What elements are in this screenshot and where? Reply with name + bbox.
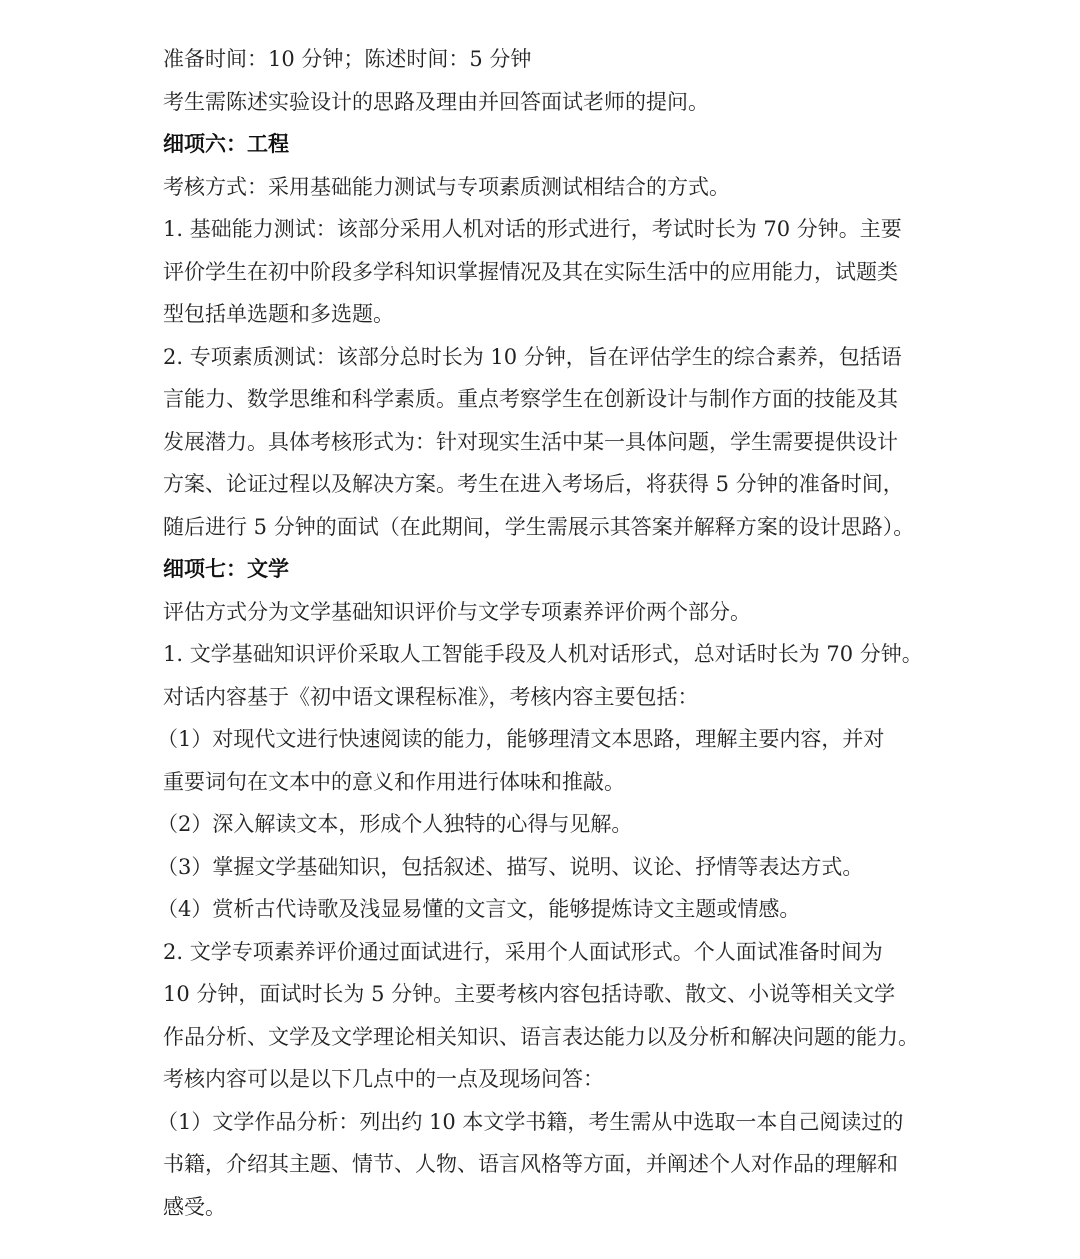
paragraph-line: 言能力、数学思维和科学素质。重点考察学生在创新设计与制作方面的技能及其 [163,387,898,411]
section7-heading: 细项七：文学 [163,557,289,581]
section7-item2 [163,931,923,1101]
section7-sub3: （3）掌握文学基础知识，包括叙述、描写、说明、议论、抒情等表达方式。 [157,854,864,879]
paragraph-line: 2. 文学专项素养评价通过面试进行，采用个人面试形式。个人面试准备时间为 [163,939,883,964]
paragraph-line: 重要词句在文本中的意义和作用进行体味和推敲。 [163,769,625,794]
paragraph-line: （1）对现代文进行快速阅读的能力，能够理清文本思路，理解主要内容，并对 [157,727,885,751]
paragraph-line: 随后进行 5 分钟的面试（在此期间，学生需展示其答案并解释方案的设计思路）。 [163,514,915,539]
paragraph-line: （1）文学作品分析：列出约 10 本文学书籍，考生需从中选取一本自己阅读过的 [157,1109,904,1134]
section7-sub2: （2）深入解读文本，形成个人独特的心得与见解。 [157,812,633,836]
section7-item1 [163,633,923,718]
paragraph-line: 10 分钟，面试时长为 5 分钟。主要考核内容包括诗歌、散文、小说等相关文学 [163,982,896,1006]
paragraph-line: 感受。 [163,1194,226,1219]
section6-item2 [163,336,923,549]
paragraph-line: 书籍，介绍其主题、情节、人物、语言风格等方面，并阐述个人对作品的理解和 [163,1152,898,1176]
paragraph-line: 对话内容基于《初中语文课程标准》，考核内容主要包括： [163,684,699,709]
paragraph-line: 1. 基础能力测试：该部分采用人机对话的形式进行，考试时长为 70 分钟。主要 [163,217,902,241]
paragraph-line: 型包括单选题和多选题。 [163,302,394,326]
paragraph-line: 评价学生在初中阶段多学科知识掌握情况及其在实际生活中的应用能力，试题类 [163,259,898,284]
instruction-text: 考生需陈述实验设计的思路及理由并回答面试老师的提问。 [163,89,709,114]
section6-method: 考核方式：采用基础能力测试与专项素质测试相结合的方式。 [163,174,730,199]
paragraph-line: 考核内容可以是以下几点中的一点及现场问答： [163,1067,604,1091]
paragraph-line: 2. 专项素质测试：该部分总时长为 10 分钟，旨在评估学生的综合素养，包括语 [163,344,902,369]
section6-heading: 细项六：工程 [163,132,289,156]
section6-item1 [163,208,923,336]
document-page [157,38,923,1228]
section7-method: 评估方式分为文学基础知识评价与文学专项素养评价两个部分。 [163,599,751,624]
paragraph-line: 方案、论证过程以及解决方案。考生在进入考场后，将获得 5 分钟的准备时间， [163,472,904,496]
paragraph-line: 发展潜力。具体考核形式为：针对现实生活中某一具体问题，学生需要提供设计 [163,429,898,454]
paragraph-line: 1. 文学基础知识评价采取人工智能手段及人机对话形式，总对话时长为 70 分钟。 [163,642,923,666]
paragraph-line: 作品分析、文学及文学理论相关知识、语言表达能力以及分析和解决问题的能力。 [163,1024,919,1049]
section7-item2-sub1 [157,1101,923,1229]
timing-text: 准备时间：10 分钟；陈述时间：5 分钟 [163,47,532,71]
section7-sub1 [157,718,923,803]
section7-sub4: （4）赏析古代诗歌及浅显易懂的文言文，能够提炼诗文主题或情感。 [157,897,801,921]
